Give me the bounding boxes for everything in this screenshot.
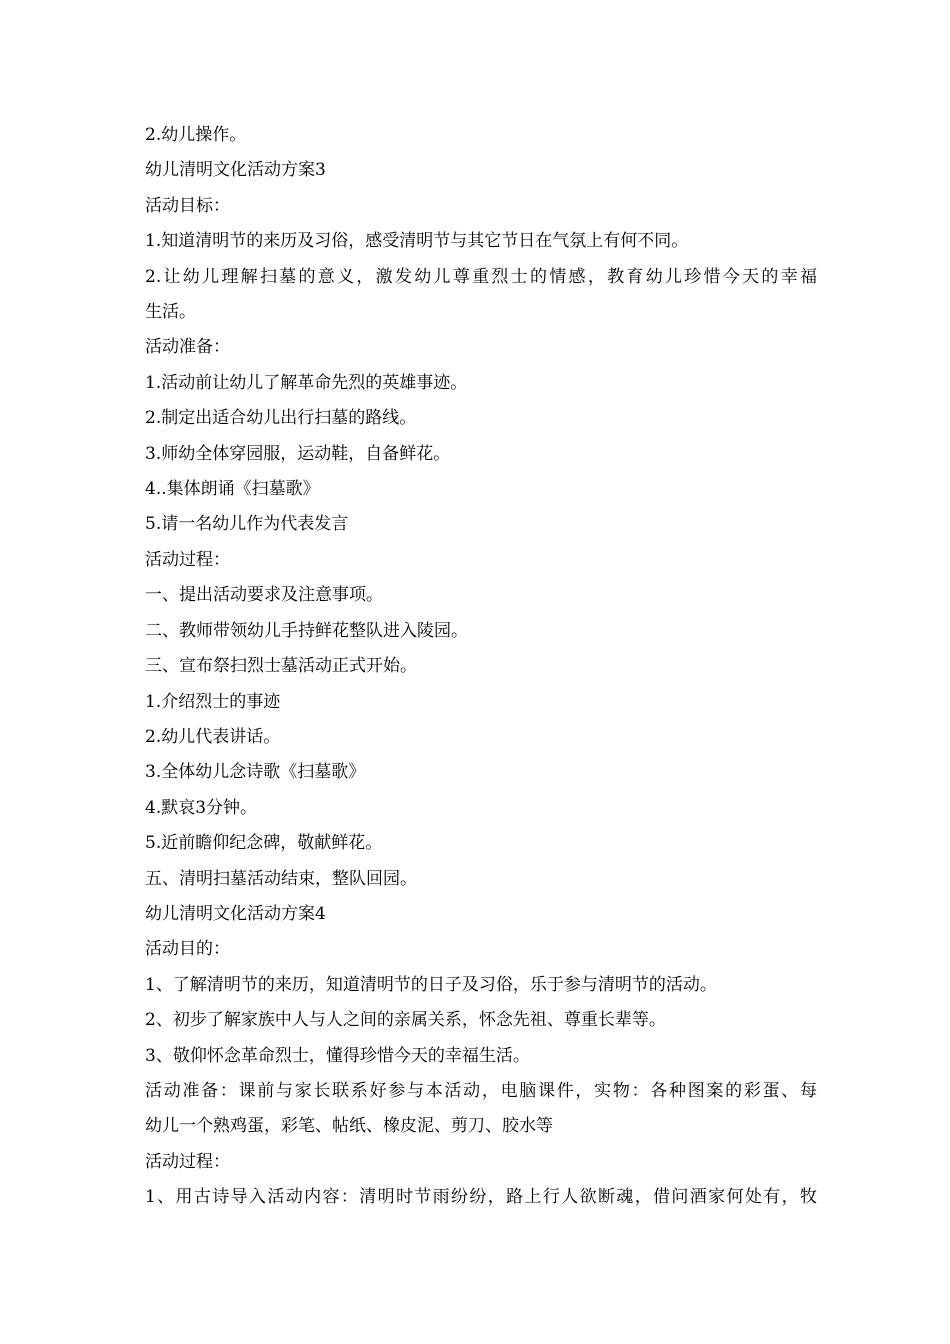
text-line: 生活。 [145,302,196,323]
text-line: 三、宣布祭扫烈士墓活动正式开始。 [145,656,417,677]
text-line: 4..集体朗诵《扫墓歌》 [145,479,320,500]
text-line: 3.师幼全体穿园服，运动鞋，自备鲜花。 [145,443,451,464]
text-line: 幼儿一个熟鸡蛋，彩笔、帖纸、橡皮泥、剪刀、胶水等 [145,1116,553,1137]
document-page [145,118,817,1216]
text-line: 3、敬仰怀念革命烈士，懂得珍惜今天的幸福生活。 [145,1045,530,1066]
text-line: 活动准备：课前与家长联系好参与本活动，电脑课件，实物：各种图案的彩蛋、每 [145,1080,817,1101]
text-line: 活动过程： [145,549,230,570]
text-line: 活动准备： [145,337,230,358]
text-line: 3.全体幼儿念诗歌《扫墓歌》 [145,762,366,783]
text-line: 1.介绍烈士的事迹 [145,691,281,712]
text-line: 五、清明扫墓活动结束，整队回园。 [145,868,417,889]
text-line: 活动目的： [145,939,230,960]
text-line: 1.活动前让幼儿了解革命先烈的英雄事迹。 [145,372,468,393]
text-line: 1.知道清明节的来历及习俗，感受清明节与其它节日在气氛上有何不同。 [145,231,689,252]
text-line: 1、了解清明节的来历，知道清明节的日子及习俗，乐于参与清明节的活动。 [145,974,717,995]
text-line: 幼儿清明文化活动方案4 [145,903,326,924]
text-line: 1、用古诗导入活动内容：清明时节雨纷纷，路上行人欲断魂，借问酒家何处有，牧 [145,1187,817,1208]
text-line: 幼儿清明文化活动方案3 [145,160,326,181]
text-line: 一、提出活动要求及注意事项。 [145,585,383,606]
text-line: 4.默哀3分钟。 [145,797,258,818]
text-line: 活动过程： [145,1151,230,1172]
text-line: 2.制定出适合幼儿出行扫墓的路线。 [145,408,417,429]
text-line: 活动目标： [145,195,230,216]
text-line: 5.请一名幼儿作为代表发言 [145,514,349,535]
text-line: 2.幼儿操作。 [145,125,247,145]
text-line: 2.让幼儿理解扫墓的意义，激发幼儿尊重烈士的情感，教育幼儿珍惜今天的幸福 [145,266,817,287]
text-line: 二、教师带领幼儿手持鲜花整队进入陵园。 [145,620,468,641]
text-line: 2.幼儿代表讲话。 [145,726,281,747]
text-line: 5.近前瞻仰纪念碑，敬献鲜花。 [145,833,383,854]
text-line: 2、初步了解家族中人与人之间的亲属关系，怀念先祖、尊重长辈等。 [145,1010,666,1031]
